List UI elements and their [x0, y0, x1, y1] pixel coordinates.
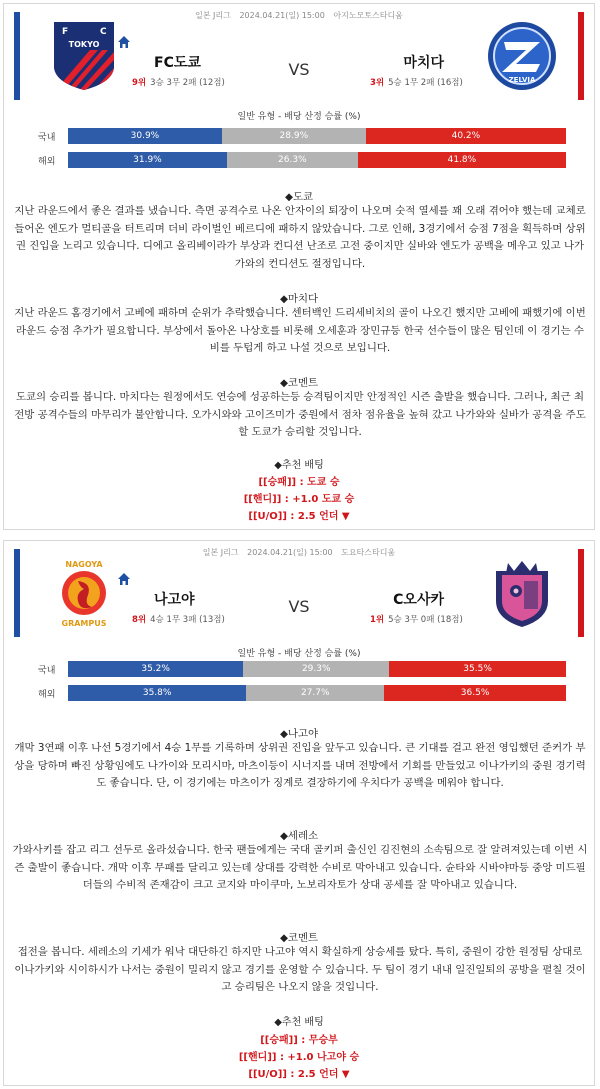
- pick-over-under: [[U/O]] : 2.5 언더 ▼: [248, 511, 350, 522]
- fc-tokyo-crest-icon: [48, 20, 120, 92]
- svg-text:C: C: [100, 27, 107, 37]
- home-team-name: FC도쿄: [154, 55, 201, 71]
- machida-zelvia-crest-icon: [486, 20, 558, 92]
- away-record: [370, 76, 463, 88]
- match-datetime: 2024.04.21(일) 15:00: [247, 548, 333, 557]
- comment-text: 도쿄의 승리를 봅니다. 마치다는 원정에서도 연승에 성공하는등 승격팀이지만 안정적인 시즌 출발을 했습니다. 그러나, 최근 최전방 공격수들의 마무리가 불안합니다. 오가시와와 고이즈미가 중원에서 점차 점유율을 높혀 갔고 나가와와 실바가 공격을 주도할 도쿄가 승리할 것입니다.: [14, 391, 586, 439]
- domestic-home-seg: 35.2%: [68, 661, 243, 677]
- match-card-2: [3, 540, 595, 1086]
- overseas-home-seg: 35.8%: [68, 685, 246, 701]
- home-analysis-heading: ◆도쿄: [284, 191, 314, 203]
- cerezo-osaka-crest-icon: [486, 557, 558, 629]
- domestic-bars: [68, 128, 566, 144]
- pick-handicap: [[핸디]] : +1.0 도쿄 승: [243, 494, 355, 505]
- home-record-text: 4승 1무 3패 (13점): [150, 615, 225, 625]
- away-accent-bar: [578, 12, 584, 100]
- overseas-home-seg: 31.9%: [68, 152, 227, 168]
- stadium-label: 아지노모토스타디움: [333, 11, 403, 20]
- home-analysis-heading: ◆나고야: [279, 728, 319, 740]
- home-record: [132, 76, 225, 88]
- home-analysis-text: 개막 3연패 이후 나선 5경기에서 4승 1무를 기록하며 상위권 진입을 앞두고 있습니다. 큰 기대를 걸고 완전 영입했던 준커가 부상을 당하며 빠진 상황임에도 나가이와 모리시마, 마츠이등이 시너지를 내며 전방에서 기회를 만들었고 이나가키의 중원 경기력도 좋습니다. 단, 이 경기에는 마츠이가 징계로 결장하기에 우치다가 공백을 메워야 합니다.: [14, 742, 586, 790]
- recommend-title: ◆추천 배팅: [274, 1017, 324, 1028]
- vs-label: VS: [288, 60, 310, 79]
- pick-over-under: [[U/O]] : 2.5 언더 ▼: [248, 1069, 350, 1080]
- comment-text: 접전을 봅니다. 세레소의 기세가 워낙 대단하긴 하지만 나고야 역시 확실하게 상승세를 탔다. 특히, 중원이 강한 원정팀 상대로 이나가키와 시이하시가 나서는 중원이 밀리지 않고 경기를 운영할 수 있습니다. 두 팀이 경기 내내 일진일퇴의 공방을 펼칠 것이고 승리팀은 나오지 않을 것입니다.: [14, 946, 586, 994]
- nagoya-grampus-crest-icon: [48, 557, 120, 629]
- away-analysis-heading: ◆마치다: [279, 293, 319, 305]
- pick-handicap: [[핸디]] : +1.0 나고야 승: [238, 1052, 360, 1063]
- away-record-text: 5승 3무 0패 (18점): [388, 615, 463, 625]
- vs-label: VS: [288, 597, 310, 616]
- svg-text:TOKYO: TOKYO: [68, 40, 100, 49]
- overseas-bars: [68, 685, 566, 701]
- home-analysis-text: 지난 라운드에서 좋은 결과를 냈습니다. 측면 공격수로 나온 안자이의 퇴장이 나오며 숫적 열세를 꽤 오래 겪어야 했는데 교체로 들어온 엔도가 멀티골을 터트리며 더비 라이벌인 베르디에 패하지 않았습니다. 그로 인해, 3경기에서 승점 7점을 획득하며 상위권 진입을 노리고 있습니다. 디에고 올리베이라가 부상과 컨디션 난조로 고전 중이지만 실바와 엔도가 공백을 메우고 있고 나가가와의 컨디션도 절정입니다.: [14, 205, 586, 270]
- away-team-name: C오사카: [393, 592, 444, 608]
- domestic-draw-seg: 28.9%: [222, 128, 366, 144]
- comment-heading: ◆코멘트: [279, 377, 319, 389]
- overseas-draw-seg: 26.3%: [227, 152, 358, 168]
- domestic-label: 국내: [38, 665, 56, 676]
- home-accent-bar: [14, 12, 20, 100]
- bars-title: 일반 유형 - 배당 산정 승률 (%): [237, 112, 361, 122]
- league-label: 일본 J리그: [202, 548, 239, 557]
- overseas-away-seg: 36.5%: [384, 685, 566, 701]
- away-record-text: 5승 1무 2패 (16점): [388, 78, 463, 88]
- domestic-home-seg: 30.9%: [68, 128, 222, 144]
- overseas-bars: [68, 152, 566, 168]
- domestic-odds-row: [38, 128, 566, 144]
- away-record: [370, 613, 463, 625]
- away-rank: 1위: [370, 615, 385, 625]
- bars-title: 일반 유형 - 배당 산정 승률 (%): [237, 649, 361, 659]
- pick-win-lose: [[승패]] : 도쿄 승: [258, 477, 340, 488]
- domestic-bars: [68, 661, 566, 677]
- recommend-title: ◆추천 배팅: [274, 460, 324, 471]
- svg-text:NAGOYA: NAGOYA: [65, 560, 103, 569]
- away-team-name: 마치다: [403, 55, 444, 71]
- away-analysis-text: 지난 라운드 홈경기에서 고베에 패하며 순위가 추락했습니다. 센터백인 드리세비치의 골이 나오긴 했지만 고베에 패했기에 이번 라운드 승점 추가가 필요합니다. 부상에서 돌아온 나상호를 비롯해 오세훈과 장민규등 한국 선수들이 많은 팀인데 이 경기는 수비를 두텁게 하고 나설 것으로 보입니다.: [14, 307, 586, 355]
- away-analysis-text: 가와사키를 잡고 리그 선두로 올라섰습니다. 한국 팬들에게는 국대 골키퍼 출신인 김진현의 소속팀으로 잘 알려져있는데 이번 시즌 출발이 좋습니다. 개막 이후 무패를 달리고 있는데 상대를 강력한 수비로 막아내고 있습니다. 슌타와 시바야마등 중앙 미드필더들의 수비적 존재감이 크고 코지와 마이쿠마, 노보리자토가 상대 공세를 잘 막아내고 있습니다.: [12, 844, 588, 892]
- home-accent-bar: [14, 549, 20, 637]
- pick-win-lose: [[승패]] : 무승부: [260, 1035, 338, 1046]
- svg-text:F: F: [62, 27, 69, 37]
- overseas-away-seg: 41.8%: [358, 152, 566, 168]
- away-rank: 3위: [370, 78, 385, 88]
- overseas-odds-row: [38, 685, 566, 701]
- svg-text:GRAMPUS: GRAMPUS: [61, 619, 107, 628]
- overseas-odds-row: [38, 152, 566, 168]
- overseas-draw-seg: 27.7%: [246, 685, 384, 701]
- domestic-label: 국내: [38, 132, 56, 143]
- stadium-label: 도요타스타디움: [341, 548, 396, 557]
- home-rank: 9위: [132, 78, 147, 88]
- domestic-draw-seg: 29.3%: [243, 661, 389, 677]
- home-rank: 8위: [132, 615, 147, 625]
- home-icon: [117, 35, 131, 49]
- away-accent-bar: [578, 549, 584, 637]
- away-analysis-heading: ◆세레소: [279, 830, 319, 842]
- home-record-text: 3승 3무 2패 (12점): [150, 78, 225, 88]
- match-card-1: [3, 3, 595, 530]
- domestic-away-seg: 35.5%: [389, 661, 566, 677]
- home-team-name: 나고야: [154, 592, 195, 608]
- domestic-odds-row: [38, 661, 566, 677]
- league-label: 일본 J리그: [195, 11, 231, 20]
- comment-heading: ◆코멘트: [279, 932, 319, 944]
- home-icon: [117, 572, 131, 586]
- overseas-label: 해외: [38, 156, 56, 167]
- match-datetime: 2024.04.21(일) 15:00: [239, 11, 325, 20]
- home-record: [132, 613, 225, 625]
- overseas-label: 해외: [38, 689, 56, 700]
- domestic-away-seg: 40.2%: [366, 128, 566, 144]
- svg-text:ZELVIA: ZELVIA: [508, 76, 536, 84]
